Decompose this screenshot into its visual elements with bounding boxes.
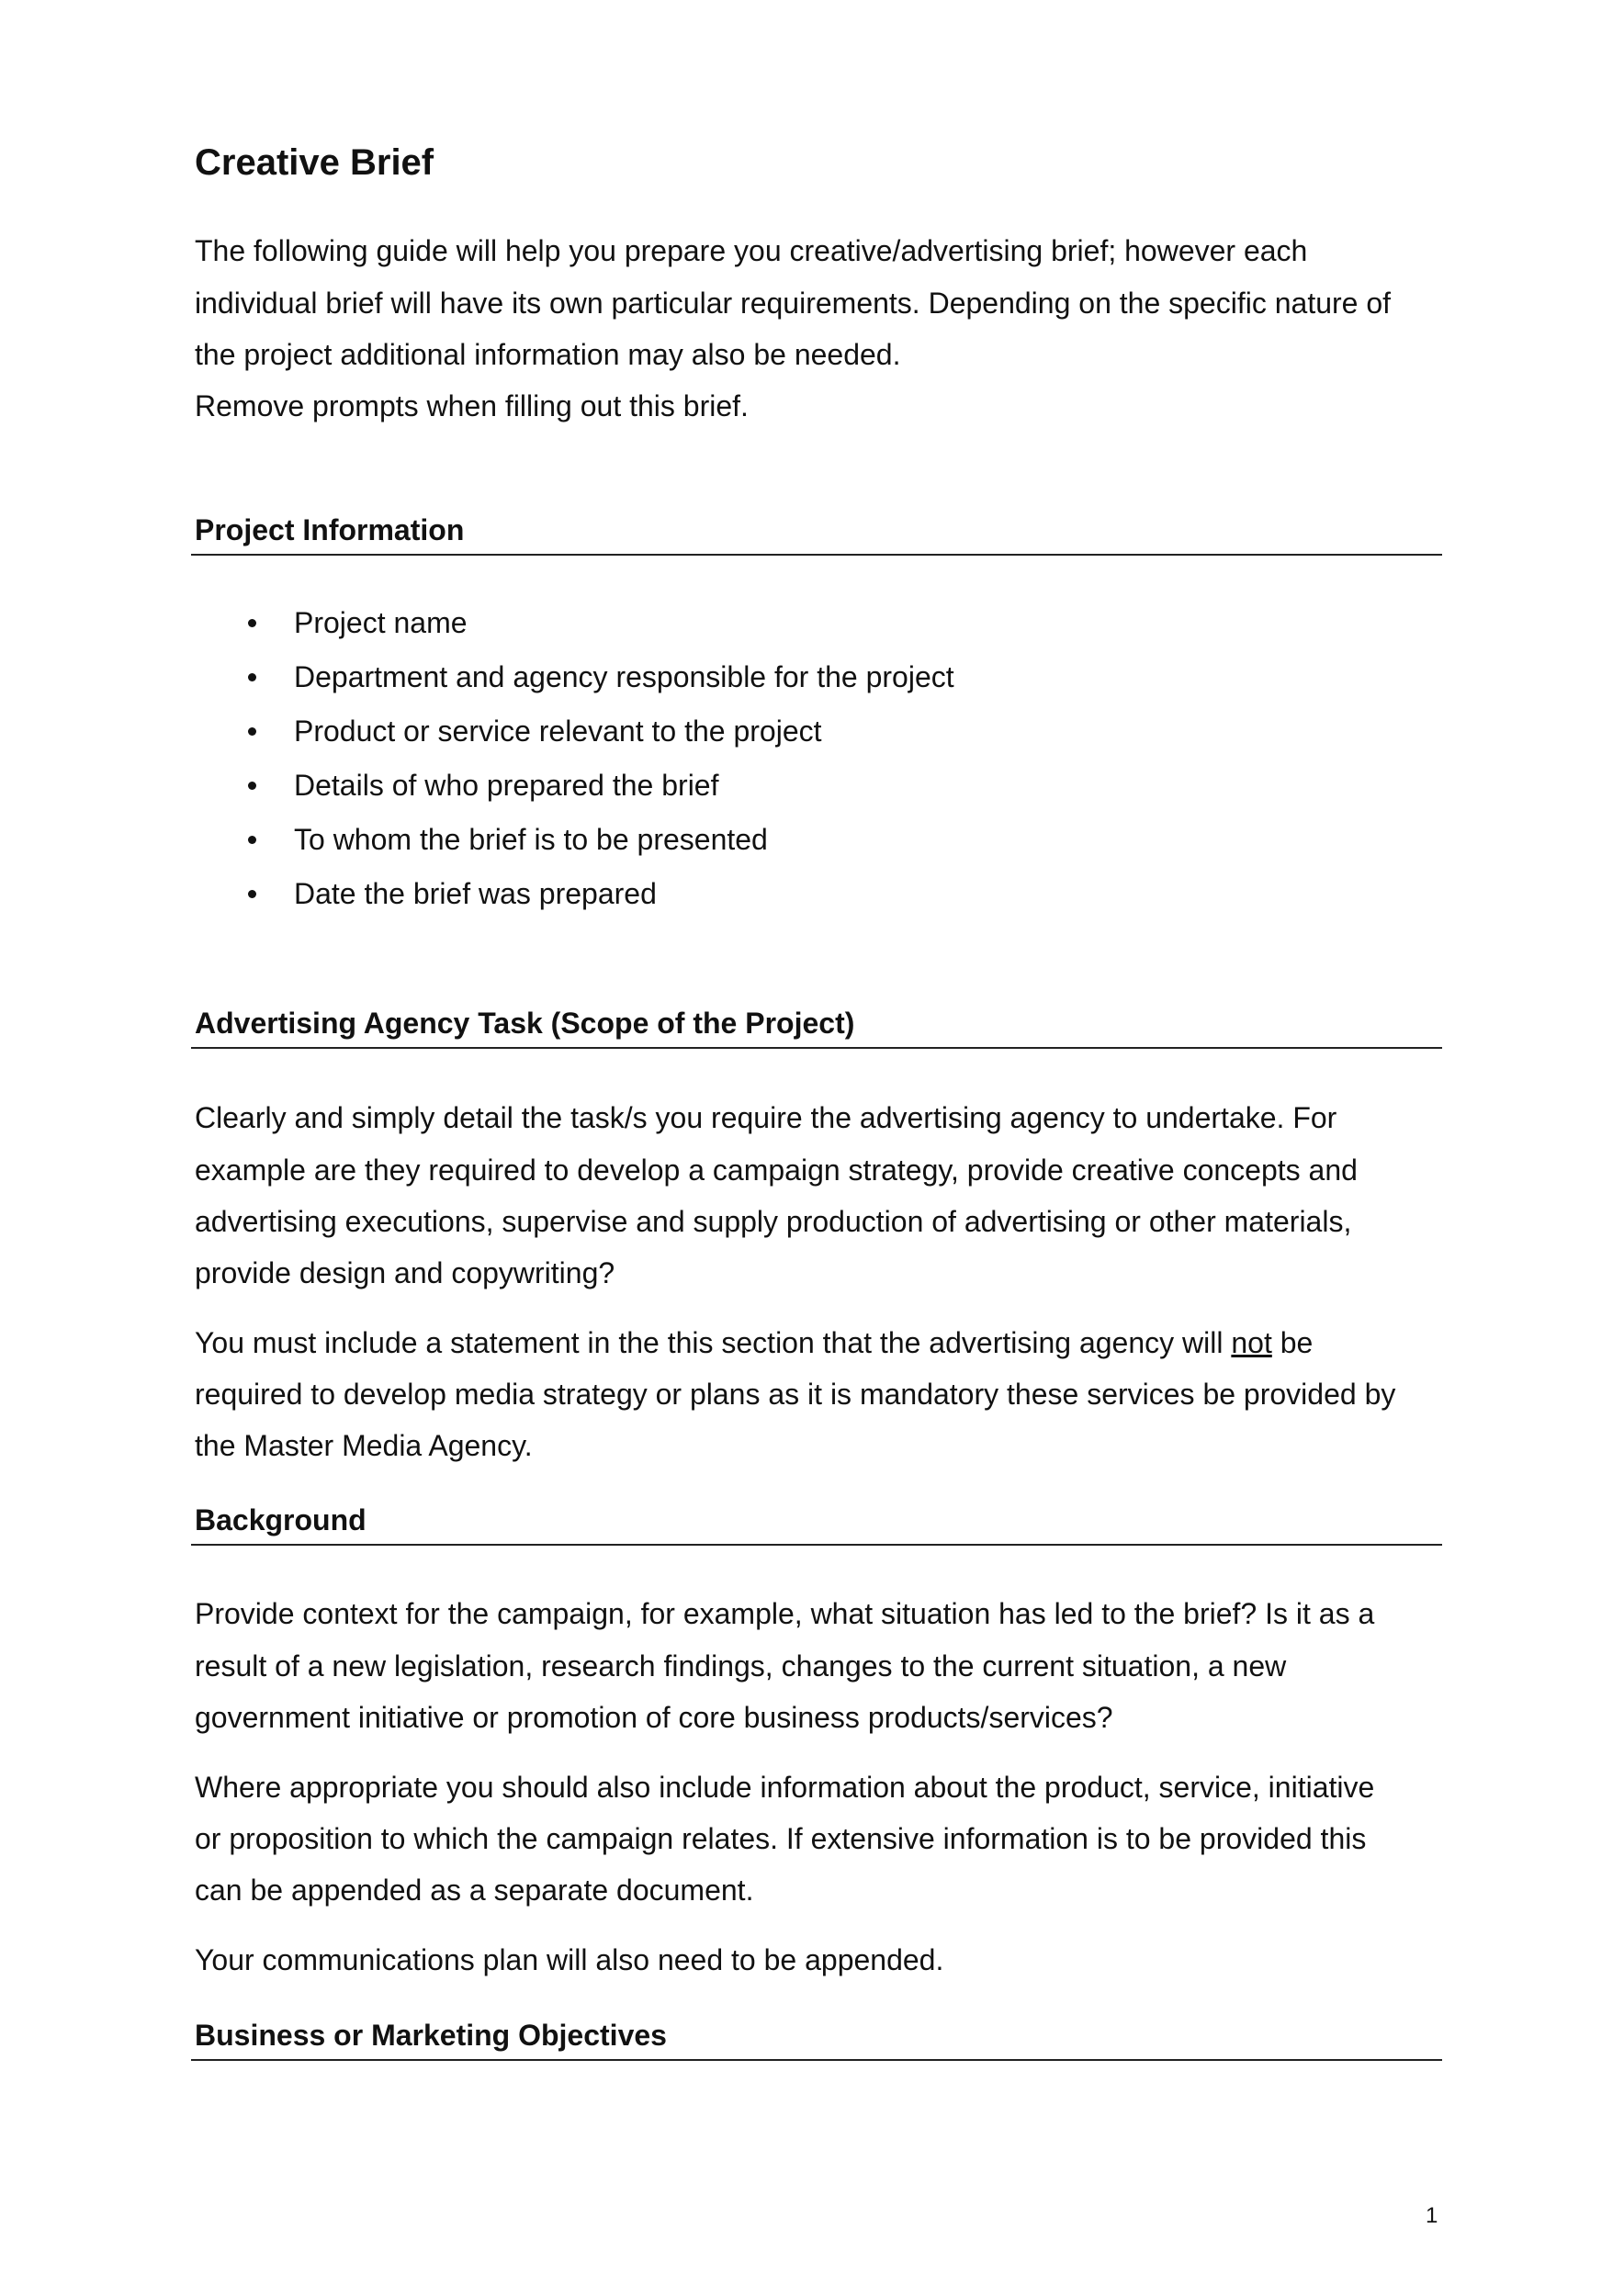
intro-line-1: The following guide will help you prepare you creative/advertising brief; however each [195,234,1308,267]
page-number: 1 [1426,2203,1438,2228]
agency-task-para2-line-1 [195,1324,1313,1361]
background-para1-line-1: Provide context for the campaign, for example, what situation has led to the brief? Is it as a [195,1597,1375,1630]
bullet-icon [248,782,256,790]
intro-prompt-note: Remove prompts when filling out this brief. [195,389,749,422]
agency-task-para1-line-3: advertising executions, supervise and supply production of advertising or other materials, [195,1205,1352,1238]
list-item-text: To whom the brief is to be presented [294,823,768,856]
list-item-text: Department and agency responsible for the project [294,660,954,693]
background-para1-line-2: result of a new legislation, research findings, changes to the current situation, a new [195,1649,1287,1683]
background-para3: Your communications plan will also need to be appended. [195,1943,944,1976]
background-para2-line-3: can be appended as a separate document. [195,1874,754,1907]
bullet-icon [248,727,256,736]
bullet-icon [248,673,256,681]
agency-task-para1-line-1: Clearly and simply detail the task/s you require the advertising agency to undertake. For [195,1101,1337,1134]
agency-task-para1-line-4: provide design and copywriting? [195,1256,615,1289]
agency-task-para2-line-3: the Master Media Agency. [195,1429,533,1462]
section-heading-agency-task: Advertising Agency Task (Scope of the Project) [191,1005,1442,1049]
background-para2-line-2: or proposition to which the campaign relates. If extensive information is to be provided this [195,1822,1367,1855]
bullet-icon [248,619,256,627]
background-para2-line-1: Where appropriate you should also include information about the product, service, initiative [195,1771,1375,1804]
intro-line-2: individual brief will have its own particular requirements. Depending on the specific nature of [195,287,1392,320]
agency-task-para2-before: You must include a statement in the this section that the advertising agency will [195,1326,1232,1359]
bullet-icon [248,836,256,844]
section-heading-background: Background [191,1502,1442,1546]
agency-task-para2-after: be [1271,1326,1314,1359]
section-heading-objectives: Business or Marketing Objectives [191,2017,1442,2061]
section-heading-project-information: Project Information [191,512,1442,556]
bullet-icon [248,890,256,898]
document-title: Creative Brief [195,142,434,183]
emphasis-not: not [1231,1326,1272,1359]
agency-task-para1-line-2: example are they required to develop a campaign strategy, provide creative concepts and [195,1154,1358,1187]
list-item-text: Details of who prepared the brief [294,769,719,802]
list-item-text: Project name [294,606,468,639]
agency-task-para2-line-2: required to develop media strategy or plans as it is mandatory these services be provided by [195,1378,1396,1411]
list-item-text: Product or service relevant to the project [294,715,822,748]
background-para1-line-3: government initiative or promotion of core business products/services? [195,1701,1113,1734]
intro-line-3: the project additional information may also be needed. [195,338,901,371]
list-item-text: Date the brief was prepared [294,877,657,910]
